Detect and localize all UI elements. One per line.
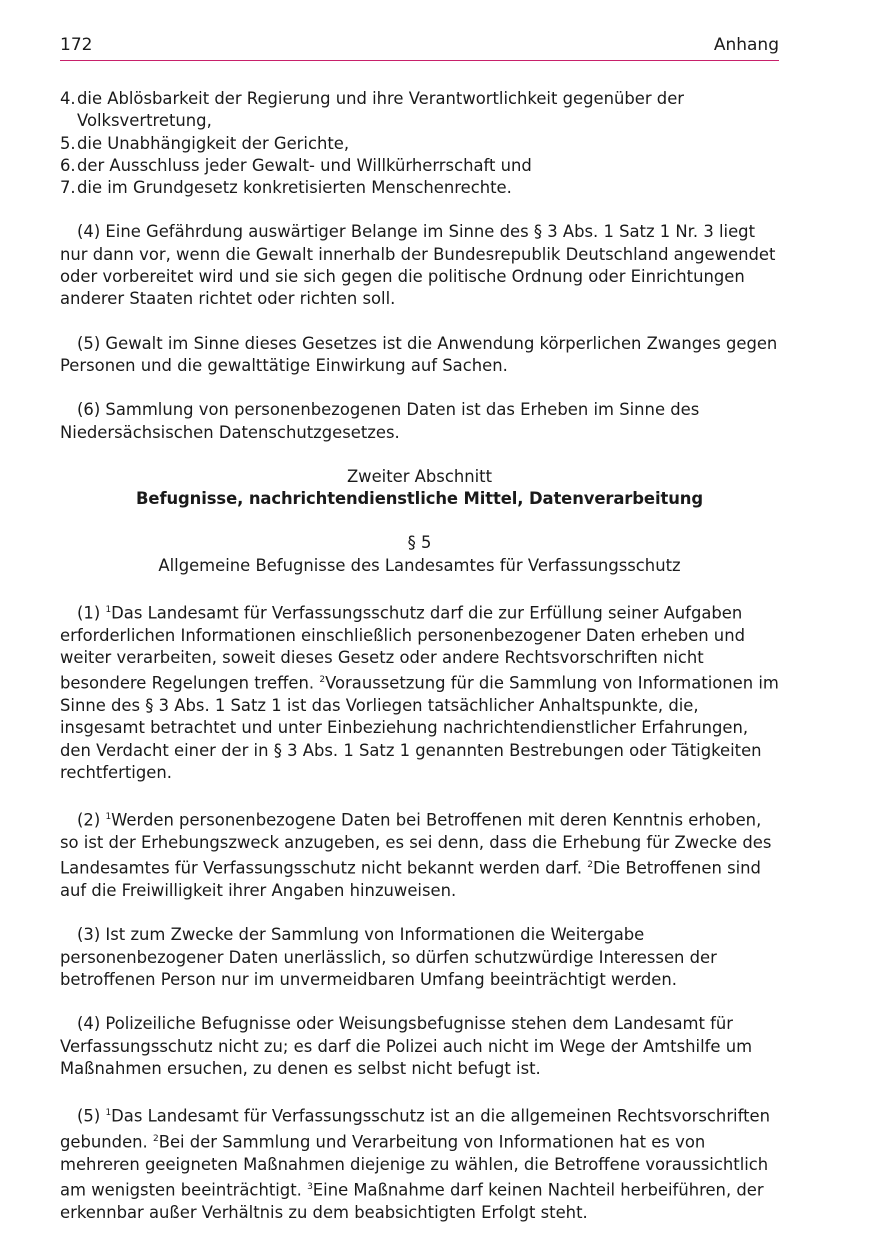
section-label: Zweiter Abschnitt [346,466,493,486]
section-title: Befugnisse, nachrichtendienstliche Mittel, Datenverarbeitung [136,489,703,509]
sentence-marker: 2 [319,675,326,686]
s5-paragraph-2 [60,806,779,902]
s5-paragraph-5 [60,1102,779,1224]
paragraph-lead: (1) [77,603,106,623]
paragraph-title: Allgemeine Befugnisse des Landesamtes für Verfassungsschutz [158,555,681,575]
sentence-text: Werden personenbezogene Daten bei Betroffenen mit deren Kenntnis erhoben, so ist der Erhebungszweck anzugeben, es sei denn, dass die Erhebung für Zwecke des Landesamtes für Verfassungsschutz nicht bekannt werden darf. [60,810,772,878]
s5-paragraph-3: (3) Ist zum Zwecke der Sammlung von Informationen die Weitergabe personenbezogener Daten unerlässlich, so dürfen schutzwürdige Interessen der betroffenen Person nur im unvermeidbaren Umfang beeinträchtigt werden. [60,925,717,990]
sentence-marker: 1 [105,1108,112,1119]
s5-paragraph-4: (4) Polizeiliche Befugnisse oder Weisungsbefugnisse stehen dem Landesamt für Verfassungsschutz nicht zu; es darf die Polizei auch nicht im Wege der Amtshilfe um Maßnahmen ersuchen, zu denen es selbst nicht befugt ist. [60,1014,753,1078]
sentence-text: Die Betroffenen sind auf die Freiwilligkeit ihrer Angaben hinzuweisen. [60,858,761,901]
sentence-text: Voraussetzung für die Sammlung von Informationen im Sinne des § 3 Abs. 1 Satz 1 ist das Vorliegen tatsächlicher Anhaltspunkte, die, insgesamt betrachtet und unter Einbeziehung nachrichtendienstlicher Erfahrungen, den Verdacht einer der in § 3 Abs. 1 Satz 1 genannten Bestrebungen oder Tätigkeiten rechtfertigen. [60,673,779,783]
sentence-marker: 3 [307,1182,313,1193]
list-item [60,155,779,177]
paragraph-5: (5) Gewalt im Sinne dieses Gesetzes ist die Anwendung körperlichen Zwanges gegen Personen und die gewalttätige Einwirkung auf Sachen. [60,333,778,375]
list-item-number: 4. [60,89,76,108]
sentence-text: Das Landesamt für Verfassungsschutz darf die zur Erfüllung seiner Aufgaben erforderlichen Informationen einschließlich personenbezogener Daten erheben und weiter verarbeiten, soweit dieses Gesetz oder andere Rechtsvorschriften nicht besondere Regelungen treffen. [60,603,745,693]
sentence-marker: 1 [105,605,112,616]
list-item [60,88,779,133]
paragraph-4: (4) Eine Gefährdung auswärtiger Belange im Sinne des § 3 Abs. 1 Satz 1 Nr. 3 liegt nur dann vor, wenn die Gewalt innerhalb der Bundesrepublik Deutschland angewendet oder vorbereitet wird und sie sich gegen die politische Ordnung oder Einrichtungen anderer Staaten richtet oder richten soll. [60,222,776,309]
list-item-text: die Unabhängigkeit der Gerichte, [77,133,350,153]
list-item [60,133,779,155]
sentence-marker: 2 [587,860,593,871]
paragraph-lead: (2) [77,810,106,830]
sentence-text: Das Landesamt für Verfassungsschutz ist an die allgemeinen Rechtsvorschriften gebunden. [60,1106,770,1152]
page-number: 172 [60,35,93,55]
running-header [60,34,779,61]
sentence-text: Eine Maßnahme darf keinen Nachteil herbeiführen, der erkennbar außer Verhältnis zu dem beabsichtigten Erfolgt steht. [60,1180,764,1222]
list-item-number: 7. [60,178,76,198]
paragraph-lead: (5) [77,1106,106,1126]
list-item-number: 6. [60,155,76,175]
list-item-text: die Ablösbarkeit der Regierung und ihre Verantwortlichkeit gegenüber der Volksvertretung, [77,89,685,131]
list-item [60,177,779,199]
sentence-marker: 2 [152,1134,159,1145]
numbered-list [60,88,779,199]
sentence-marker: 1 [105,812,112,823]
s5-paragraph-1 [60,599,779,784]
sentence-text: Bei der Sammlung und Verarbeitung von Informationen hat es von mehreren geeigneten Maßnahmen diejenige zu wählen, die Betroffene voraussichtlich am wenigsten beeinträchtigt. [60,1132,769,1200]
list-item-number: 5. [60,133,76,153]
paragraph-6: (6) Sammlung von personenbezogenen Daten ist das Erheben im Sinne des Niedersächsischen Datenschutzgesetzes. [60,400,700,442]
body-text [60,88,779,1224]
paragraph-number: § 5 [407,533,432,553]
chapter-title: Anhang [713,35,779,55]
list-item-text: der Ausschluss jeder Gewalt- und Willkürherrschaft und [77,155,532,175]
list-item-text: die im Grundgesetz konkretisierten Menschenrechte. [77,178,512,198]
